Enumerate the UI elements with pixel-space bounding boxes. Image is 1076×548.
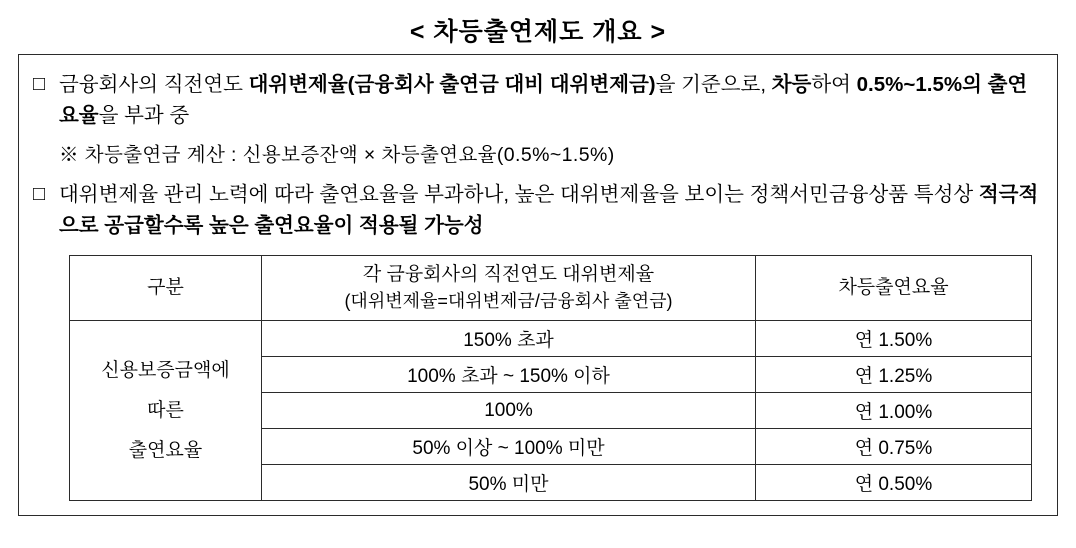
table-header-subrogation-ratio (262, 256, 756, 321)
bullet-2-seg-2: 적극적으로 공급할수록 높은 출연요율이 적용될 가능성 (59, 183, 1039, 237)
note-text: ※ 차등출연금 계산 : 신용보증잔액 × 차등출연요율(0.5%~1.5%) (59, 144, 615, 166)
bullet-1-seg-3: 을 기준으로, (655, 73, 772, 96)
content-box (18, 54, 1058, 516)
table-header-rate: 차등출연요율 (756, 256, 1032, 321)
bullet-1-seg-2: 대위변제율(금융회사 출연금 대비 대위변제금) (248, 73, 656, 96)
page-title: < 차등출연제도 개요 > (409, 18, 667, 46)
bullet-1-seg-5: 하여 (811, 73, 857, 96)
bullet-1-seg-1: 금융회사의 직전연도 (59, 73, 249, 96)
ratio-table-wrapper (33, 255, 1039, 501)
bullet-marker-icon: □ (33, 73, 46, 95)
table-cell-rate: 연 1.50% (756, 321, 1032, 357)
bullet-2-seg-1: 대위변제율 관리 노력에 따라 출연요율을 부과하나, 높은 대위변제율을 보이는 정책서민금융상품 특성상 (59, 183, 979, 206)
table-header-division: 구분 (70, 256, 262, 321)
table-cell-range: 100% (262, 393, 756, 429)
table-row-label-line-3: 출연요율 (128, 439, 203, 461)
bullet-1-seg-6: 0.5%~1.5%의 출연요율 (59, 73, 1028, 127)
bullet-item-2 (33, 179, 1039, 241)
table-cell-rate: 연 1.00% (756, 393, 1032, 429)
bullet-item-1 (33, 69, 1039, 131)
table-row-label-line-1: 신용보증금액에 (101, 359, 230, 381)
table-header-row (70, 256, 1032, 321)
table-cell-range: 50% 미만 (262, 465, 756, 501)
note-row (33, 141, 1039, 169)
table-cell-range: 150% 초과 (262, 321, 756, 357)
bullet-1-seg-4: 차등 (771, 73, 812, 96)
table-row (70, 321, 1032, 357)
table-cell-rate: 연 0.75% (756, 429, 1032, 465)
table-row-label-line-2: 따른 (147, 399, 184, 421)
ratio-table (69, 255, 1032, 501)
bullet-marker-icon-2: □ (33, 183, 46, 205)
table-cell-range: 100% 초과 ~ 150% 이하 (262, 357, 756, 393)
bullet-text-2 (59, 179, 1039, 241)
table-header-line-1: 각 금융회사의 직전연도 대위변제율 (362, 264, 655, 285)
table-row-label (70, 321, 262, 501)
table-cell-range: 50% 이상 ~ 100% 미만 (262, 429, 756, 465)
table-cell-rate: 연 1.25% (756, 357, 1032, 393)
table-cell-rate: 연 0.50% (756, 465, 1032, 501)
bullet-1-seg-7: 을 부과 중 (98, 104, 190, 127)
bullet-text-1 (59, 69, 1039, 131)
table-header-line-2: (대위변제율=대위변제금/금융회사 출연금) (344, 291, 673, 311)
